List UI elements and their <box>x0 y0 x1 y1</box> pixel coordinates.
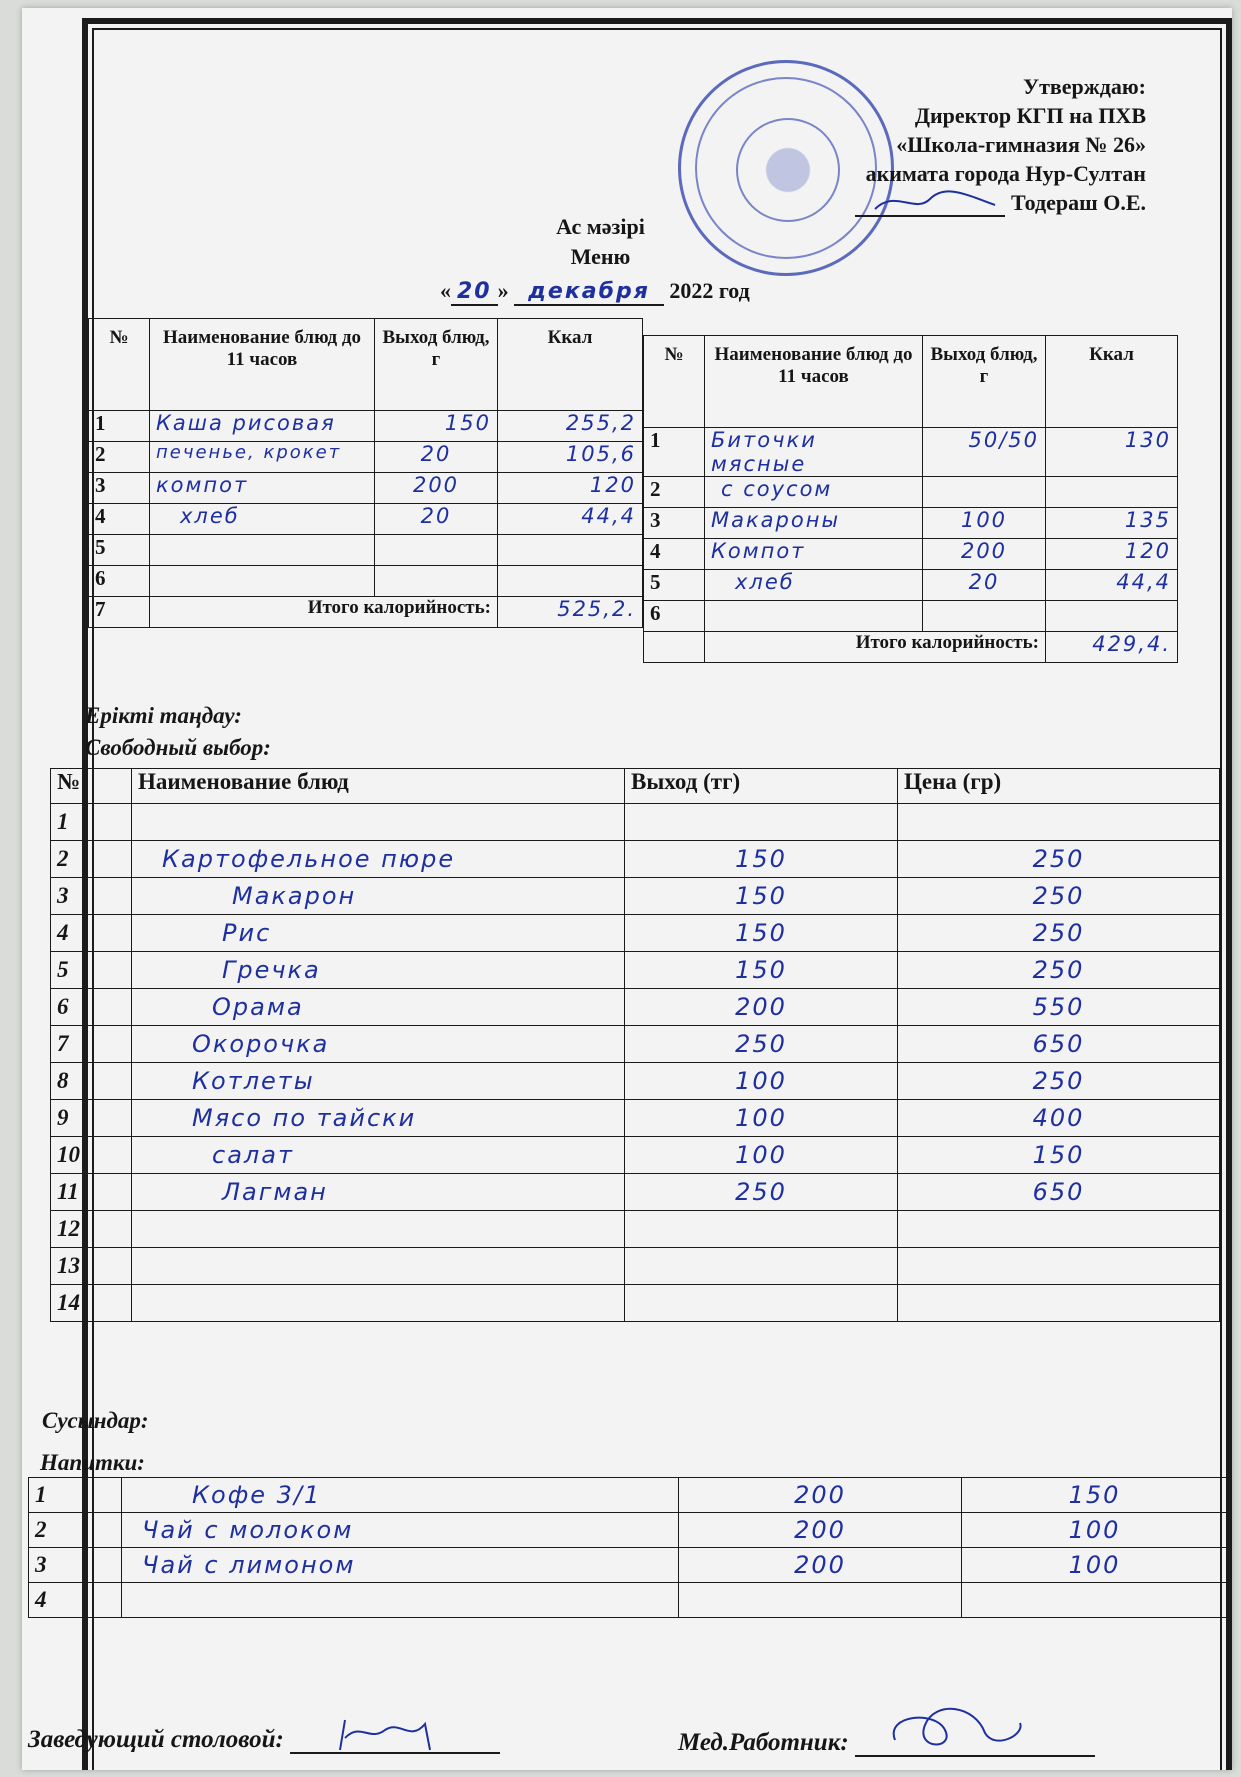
dish-name: хлеб <box>150 504 375 535</box>
dish-price: 550 <box>898 989 1220 1026</box>
dish-name: салат <box>132 1137 625 1174</box>
table-row <box>89 566 643 597</box>
row-number: 10 <box>51 1137 132 1174</box>
table-row <box>89 535 643 566</box>
dish-kcal <box>498 535 643 566</box>
table-row <box>644 477 1178 508</box>
drink-price: 150 <box>962 1478 1228 1513</box>
row-number: 3 <box>89 473 150 504</box>
drink-price <box>962 1583 1228 1618</box>
drink-name: Кофе 3/1 <box>122 1478 679 1513</box>
row-number: 3 <box>51 878 132 915</box>
table-row <box>51 1285 1220 1322</box>
dish-name: Рис <box>132 915 625 952</box>
canteen-manager-label: Заведующий столовой: <box>28 1726 284 1753</box>
dish-output <box>625 1285 898 1322</box>
menu-table-right <box>643 335 1178 663</box>
row-number: 1 <box>89 411 150 442</box>
date-day: 20 <box>451 279 498 306</box>
drink-name: Чай с лимоном <box>122 1548 679 1583</box>
date-month: декабря <box>514 279 664 306</box>
medic-signoff <box>678 1695 1095 1757</box>
total-label: Итого калорийность: <box>705 632 1046 663</box>
free-choice-header-number: № <box>51 769 132 804</box>
dish-output: 150 <box>625 878 898 915</box>
dish-kcal <box>498 566 643 597</box>
dish-price: 250 <box>898 952 1220 989</box>
dish-price: 650 <box>898 1174 1220 1211</box>
table-row <box>51 915 1220 952</box>
table-row <box>29 1513 1228 1548</box>
dish-name: Компот <box>705 539 923 570</box>
free-choice-label-kz: Ерікті таңдау: <box>85 703 242 728</box>
row-number: 4 <box>51 915 132 952</box>
dish-name: Окорочка <box>132 1026 625 1063</box>
free-choice-header-name: Наименование блюд <box>132 769 625 804</box>
table-row <box>89 473 643 504</box>
dish-kcal: 120 <box>498 473 643 504</box>
drink-price: 100 <box>962 1513 1228 1548</box>
approval-block <box>855 72 1146 217</box>
menu-title-ru: Меню <box>570 244 631 269</box>
dish-price: 250 <box>898 1063 1220 1100</box>
drink-output: 200 <box>679 1513 962 1548</box>
row-number: 2 <box>29 1513 122 1548</box>
row-number: 14 <box>51 1285 132 1322</box>
dish-price <box>898 804 1220 841</box>
date-year: 2022 год <box>669 278 750 303</box>
dish-output <box>375 566 498 597</box>
drink-name: Чай с молоком <box>122 1513 679 1548</box>
total-label: Итого калорийность: <box>150 597 498 628</box>
dish-output <box>625 1211 898 1248</box>
dish-output: 100 <box>625 1100 898 1137</box>
table-row <box>51 1026 1220 1063</box>
table-row <box>51 878 1220 915</box>
dish-name <box>150 566 375 597</box>
table-row <box>51 989 1220 1026</box>
director-name: Тодераш О.Е. <box>1010 190 1146 215</box>
table-row <box>644 539 1178 570</box>
table-row <box>29 1583 1228 1618</box>
dish-output: 200 <box>923 539 1046 570</box>
table-row <box>644 428 1178 477</box>
approval-line-3: «Школа-гимназия № 26» <box>896 132 1146 157</box>
drink-name <box>122 1583 679 1618</box>
dish-output: 100 <box>923 508 1046 539</box>
dish-output <box>923 477 1046 508</box>
total-row <box>89 597 643 628</box>
menu-title-kz: Ас мәзірі <box>556 214 645 239</box>
row-number: 2 <box>51 841 132 878</box>
dish-output: 100 <box>625 1063 898 1100</box>
dish-output: 150 <box>625 915 898 952</box>
row-number: 3 <box>29 1548 122 1583</box>
table-row <box>51 841 1220 878</box>
drinks-label-ru: Напитки: <box>40 1450 145 1475</box>
row-number: 1 <box>51 804 132 841</box>
free-choice-table <box>50 768 1220 1322</box>
dish-output: 250 <box>625 1174 898 1211</box>
menu-right-header-kcal: Ккал <box>1046 336 1178 428</box>
approval-line-1: Утверждаю: <box>1022 74 1146 99</box>
dish-output: 150 <box>375 411 498 442</box>
dish-price: 400 <box>898 1100 1220 1137</box>
row-number: 5 <box>644 570 705 601</box>
table-row <box>51 804 1220 841</box>
menu-date <box>440 278 750 304</box>
dish-output: 20 <box>375 442 498 473</box>
dish-name: Лагман <box>132 1174 625 1211</box>
dish-name: Мясо по тайски <box>132 1100 625 1137</box>
dish-name: Биточки мясные <box>705 428 923 477</box>
dish-output: 100 <box>625 1137 898 1174</box>
menu-right-header-row <box>644 336 1178 428</box>
dish-kcal: 135 <box>1046 508 1178 539</box>
table-row <box>89 411 643 442</box>
dish-kcal: 120 <box>1046 539 1178 570</box>
total-row-number-empty <box>644 632 705 663</box>
free-choice-header-row <box>51 769 1220 804</box>
director-signature-scribble <box>855 189 1005 215</box>
medic-signature <box>855 1695 1095 1757</box>
dish-kcal: 255,2 <box>498 411 643 442</box>
dish-price <box>898 1248 1220 1285</box>
row-number: 9 <box>51 1100 132 1137</box>
row-number: 1 <box>29 1478 122 1513</box>
dish-output: 250 <box>625 1026 898 1063</box>
table-row <box>51 1063 1220 1100</box>
dish-kcal: 105,6 <box>498 442 643 473</box>
table-row <box>51 1211 1220 1248</box>
table-row <box>644 508 1178 539</box>
dish-output: 200 <box>375 473 498 504</box>
dish-price: 250 <box>898 915 1220 952</box>
table-row <box>51 1137 1220 1174</box>
dish-name <box>132 1248 625 1285</box>
menu-right-header-name: Наименование блюд до 11 часов <box>705 336 923 428</box>
menu-left-header-output: Выход блюд, г <box>375 319 498 411</box>
table-row <box>29 1478 1228 1513</box>
drinks-label-kz: Сусындар: <box>42 1408 149 1433</box>
canteen-manager-signature <box>290 1712 500 1754</box>
menu-right-header-number: № <box>644 336 705 428</box>
row-number: 2 <box>644 477 705 508</box>
dish-output: 150 <box>625 841 898 878</box>
drink-output: 200 <box>679 1478 962 1513</box>
dish-name: Орама <box>132 989 625 1026</box>
dish-name <box>132 804 625 841</box>
total-kcal: 429,4. <box>1046 632 1178 663</box>
table-row <box>89 442 643 473</box>
table-row <box>51 1100 1220 1137</box>
approval-line-4: акимата города Нур-Султан <box>865 161 1146 186</box>
dish-price: 250 <box>898 878 1220 915</box>
dish-kcal: 44,4 <box>1046 570 1178 601</box>
row-number: 3 <box>644 508 705 539</box>
dish-output <box>923 601 1046 632</box>
drink-output: 200 <box>679 1548 962 1583</box>
approval-signature-line <box>855 188 1146 217</box>
dish-output: 20 <box>923 570 1046 601</box>
medic-signature-scribble <box>855 1695 1095 1755</box>
row-number: 6 <box>51 989 132 1026</box>
dish-price: 250 <box>898 841 1220 878</box>
row-number: 12 <box>51 1211 132 1248</box>
table-row <box>51 1248 1220 1285</box>
dish-name: Макарон <box>132 878 625 915</box>
dish-kcal: 130 <box>1046 428 1178 477</box>
dish-name: с соусом <box>705 477 923 508</box>
dish-output <box>625 804 898 841</box>
drinks-table <box>28 1477 1228 1618</box>
menu-left-header-kcal: Ккал <box>498 319 643 411</box>
free-choice-header-price: Цена (гр) <box>898 769 1220 804</box>
dish-name: Картофельное пюре <box>132 841 625 878</box>
dish-kcal <box>1046 601 1178 632</box>
menu-left-header-row <box>89 319 643 411</box>
dish-name <box>150 535 375 566</box>
row-number: 7 <box>51 1026 132 1063</box>
total-row-number: 7 <box>89 597 150 628</box>
row-number: 6 <box>644 601 705 632</box>
total-kcal: 525,2. <box>498 597 643 628</box>
table-row <box>644 601 1178 632</box>
row-number: 2 <box>89 442 150 473</box>
director-signature <box>855 189 1005 217</box>
row-number: 4 <box>29 1583 122 1618</box>
dish-kcal <box>1046 477 1178 508</box>
dish-price: 150 <box>898 1137 1220 1174</box>
menu-right-header-output: Выход блюд, г <box>923 336 1046 428</box>
dish-name <box>705 601 923 632</box>
row-number: 11 <box>51 1174 132 1211</box>
medic-label: Мед.Работник: <box>678 1729 849 1756</box>
dish-price <box>898 1211 1220 1248</box>
drink-output <box>679 1583 962 1618</box>
table-row <box>644 570 1178 601</box>
seal-emblem <box>736 118 840 222</box>
dish-name: Каша рисовая <box>150 411 375 442</box>
dish-name: компот <box>150 473 375 504</box>
date-quote-open: « <box>440 278 451 303</box>
row-number: 4 <box>644 539 705 570</box>
dish-name: хлеб <box>705 570 923 601</box>
dish-name: Гречка <box>132 952 625 989</box>
dish-kcal: 44,4 <box>498 504 643 535</box>
dish-name <box>132 1211 625 1248</box>
dish-name: печенье, крокет <box>150 442 375 473</box>
dish-output: 150 <box>625 952 898 989</box>
dish-name <box>132 1285 625 1322</box>
date-quote-close: » <box>497 278 509 303</box>
approval-line-2: Директор КГП на ПХВ <box>914 103 1146 128</box>
total-row <box>644 632 1178 663</box>
menu-left-header-number: № <box>89 319 150 411</box>
row-number: 8 <box>51 1063 132 1100</box>
dish-output: 200 <box>625 989 898 1026</box>
dish-output: 50/50 <box>923 428 1046 477</box>
dish-name: Макароны <box>705 508 923 539</box>
dish-output: 20 <box>375 504 498 535</box>
dish-price: 650 <box>898 1026 1220 1063</box>
row-number: 4 <box>89 504 150 535</box>
row-number: 5 <box>51 952 132 989</box>
free-choice-label-ru: Свободный выбор: <box>85 735 271 760</box>
table-row <box>29 1548 1228 1583</box>
free-choice-header-output: Выход (тг) <box>625 769 898 804</box>
manager-signature-scribble <box>290 1712 500 1752</box>
dish-name: Котлеты <box>132 1063 625 1100</box>
dish-output <box>375 535 498 566</box>
dish-output <box>625 1248 898 1285</box>
table-row <box>89 504 643 535</box>
menu-table-left <box>88 318 643 628</box>
menu-left-header-name: Наименование блюд до 11 часов <box>150 319 375 411</box>
row-number: 6 <box>89 566 150 597</box>
row-number: 5 <box>89 535 150 566</box>
canteen-manager-signoff <box>28 1712 500 1754</box>
row-number: 1 <box>644 428 705 477</box>
table-row <box>51 1174 1220 1211</box>
table-row <box>51 952 1220 989</box>
row-number: 13 <box>51 1248 132 1285</box>
dish-price <box>898 1285 1220 1322</box>
drink-price: 100 <box>962 1548 1228 1583</box>
